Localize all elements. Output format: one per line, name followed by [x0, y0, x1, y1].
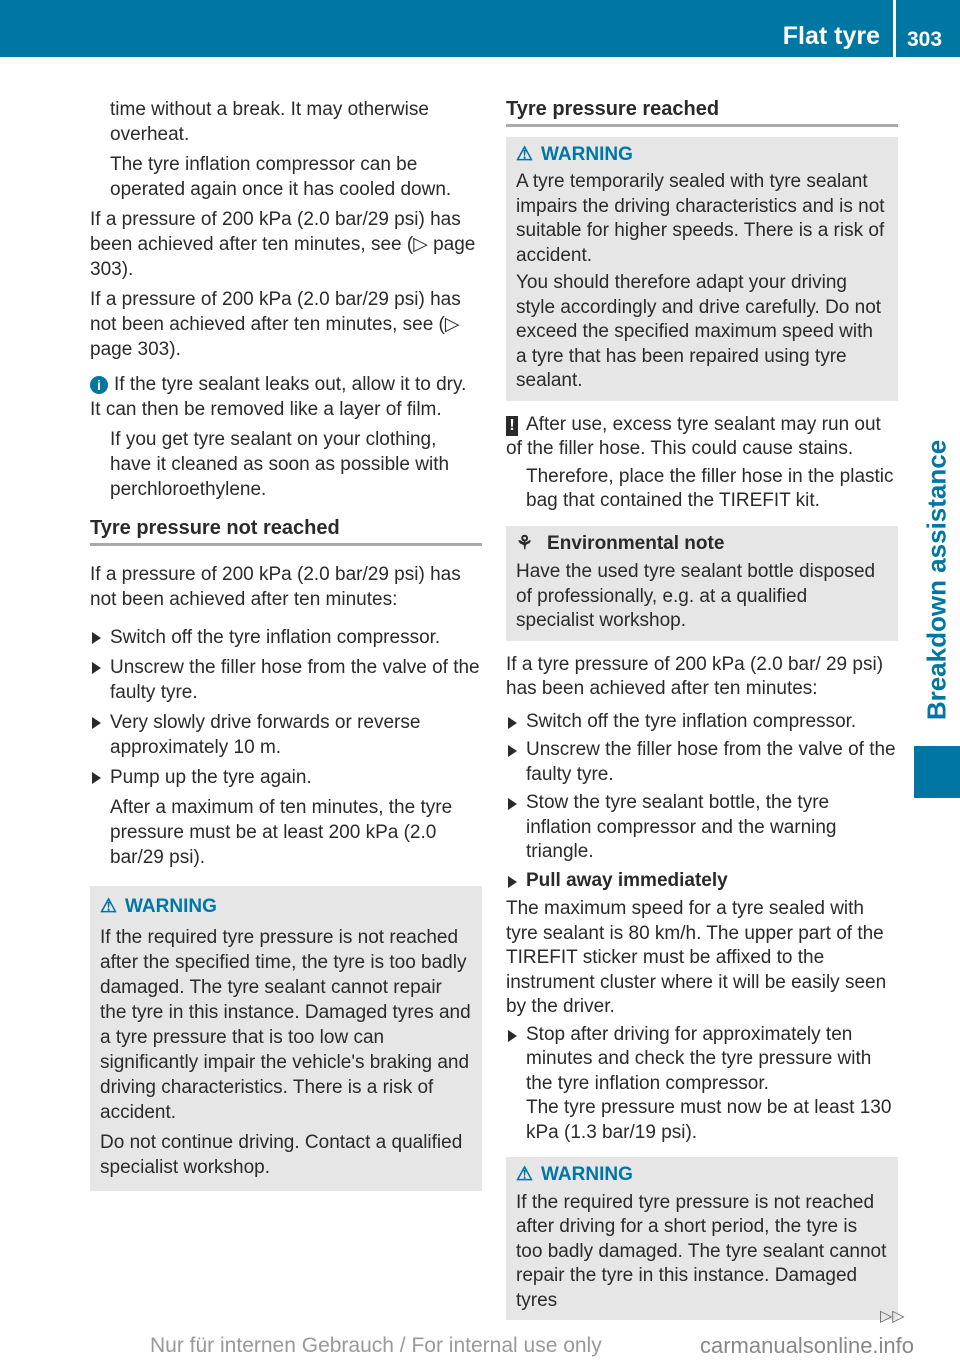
warning-text: If the required tyre pressure is not reached after the specified time, the tyre is too badly damaged. The tyre sealant cannot repair the tyre in this instance. Damaged tyres and a tyre pressure that is too low can significantly impair the vehicle's braking and driving characteristics. There is a risk of accident.	[100, 927, 471, 1123]
warning-box	[506, 137, 898, 401]
step: Pull away immediately	[506, 869, 898, 894]
warning-text: You should therefore adapt your driving style accordingly and drive carefully. Do not exceed the specified maximum speed with a tyre that has been repaired using tyre sealant.	[516, 272, 882, 391]
info-note	[90, 372, 482, 422]
warning-box	[90, 886, 482, 1191]
continue-arrows-icon: ▷▷	[880, 1308, 905, 1325]
page-header	[0, 0, 960, 57]
right-column	[506, 97, 898, 1332]
warning-text: If the required tyre pressure is not reached after driving for a short period, the tyre is too badly damaged. The tyre sealant cannot repair the tyre in this instance. Damaged tyres	[516, 1191, 887, 1311]
chapter-tab	[914, 420, 960, 740]
step: Unscrew the filler hose from the valve of the faulty tyre.	[506, 738, 898, 787]
warning-text: A tyre temporarily sealed with tyre sealant impairs the driving characteristics and is not suitable for higher speeds. There is a risk of accident.	[516, 171, 885, 266]
section-title: Flat tyre	[782, 22, 880, 50]
divider	[893, 0, 896, 57]
paragraph: time without a break. It may otherwise overheat.	[110, 99, 429, 145]
paragraph: If a pressure of 200 kPa (2.0 bar/29 psi) has not been achieved after ten minutes, see (▷ page 303).	[90, 289, 461, 360]
step: Unscrew the filler hose from the valve of the faulty tyre.	[90, 655, 482, 705]
warning-box	[506, 1157, 898, 1320]
warning-title: WARNING	[541, 143, 633, 165]
warning-text: Do not continue driving. Contact a qualified specialist workshop.	[100, 1132, 463, 1178]
warning-triangle-icon: ⚠	[516, 1164, 534, 1185]
step: Stop after driving for approximately ten minutes and check the tyre pressure with the tyre inflation compressor.	[506, 1023, 898, 1097]
paragraph: If a pressure of 200 kPa (2.0 bar/29 psi) has been achieved after ten minutes, see (▷ page 303).	[90, 209, 476, 280]
watermark: Nur für internen Gebrauch / For internal use only	[150, 1334, 602, 1357]
notice	[506, 413, 898, 462]
environmental-note-box	[506, 526, 898, 641]
paragraph: The tyre inflation compressor can be operated again once it has cooled down.	[110, 154, 452, 200]
warning-triangle-icon: ⚠	[516, 143, 534, 165]
notice-text: After use, excess tyre sealant may run out of the filler hose. This could cause stains.	[506, 413, 881, 459]
note-text: Have the used tyre sealant bottle disposed of professionally, e.g. at a qualified specialist workshop.	[516, 561, 876, 631]
warning-title: WARNING	[125, 896, 217, 917]
chapter-marker	[914, 746, 960, 798]
paragraph: If a tyre pressure of 200 kPa (2.0 bar/ 29 psi) has been achieved after ten minutes:	[506, 653, 884, 699]
info-text: If the tyre sealant leaks out, allow it to dry. It can then be removed like a layer of film.	[90, 374, 467, 420]
paragraph: The maximum speed for a tyre sealed with tyre sealant is 80 km/h. The upper part of the TIREFIT sticker must be affixed to the instrument cluster where it will be easily seen by the driver.	[506, 898, 887, 1017]
step: Very slowly drive forwards or reverse approximately 10 m.	[90, 710, 482, 760]
step: Pump up the tyre again.	[90, 765, 482, 790]
section-heading: Tyre pressure not reached	[90, 516, 482, 546]
info-icon: i	[90, 376, 108, 394]
note-title: Environmental note	[547, 532, 725, 554]
step: Switch off the tyre inflation compressor.	[90, 625, 482, 650]
page-number: 303	[907, 28, 943, 51]
exclamation-icon: !	[506, 416, 518, 436]
paragraph: If you get tyre sealant on your clothing, have it cleaned as soon as possible with perchloroethylene.	[110, 429, 450, 500]
paragraph: After a maximum of ten minutes, the tyre pressure must be at least 200 kPa (2.0 bar/29 psi).	[110, 797, 453, 868]
site-watermark: carmanualsonline.info	[700, 1333, 915, 1358]
warning-triangle-icon: ⚠	[100, 896, 118, 917]
step: Switch off the tyre inflation compressor.	[506, 710, 898, 735]
left-column	[90, 97, 482, 1207]
paragraph: Therefore, place the filler hose in the plastic bag that contained the TIREFIT kit.	[526, 465, 894, 511]
paragraph: The tyre pressure must now be at least 130 kPa (1.3 bar/19 psi).	[526, 1097, 892, 1143]
paragraph: If a pressure of 200 kPa (2.0 bar/29 psi) has not been achieved after ten minutes:	[90, 564, 461, 610]
leaf-icon: ⚘	[516, 532, 534, 554]
step: Stow the tyre sealant bottle, the tyre inflation compressor and the warning triangle.	[506, 791, 898, 865]
section-heading: Tyre pressure reached	[506, 97, 898, 127]
chapter-label: Breakdown assistance	[921, 439, 952, 721]
warning-title: WARNING	[541, 1164, 633, 1185]
